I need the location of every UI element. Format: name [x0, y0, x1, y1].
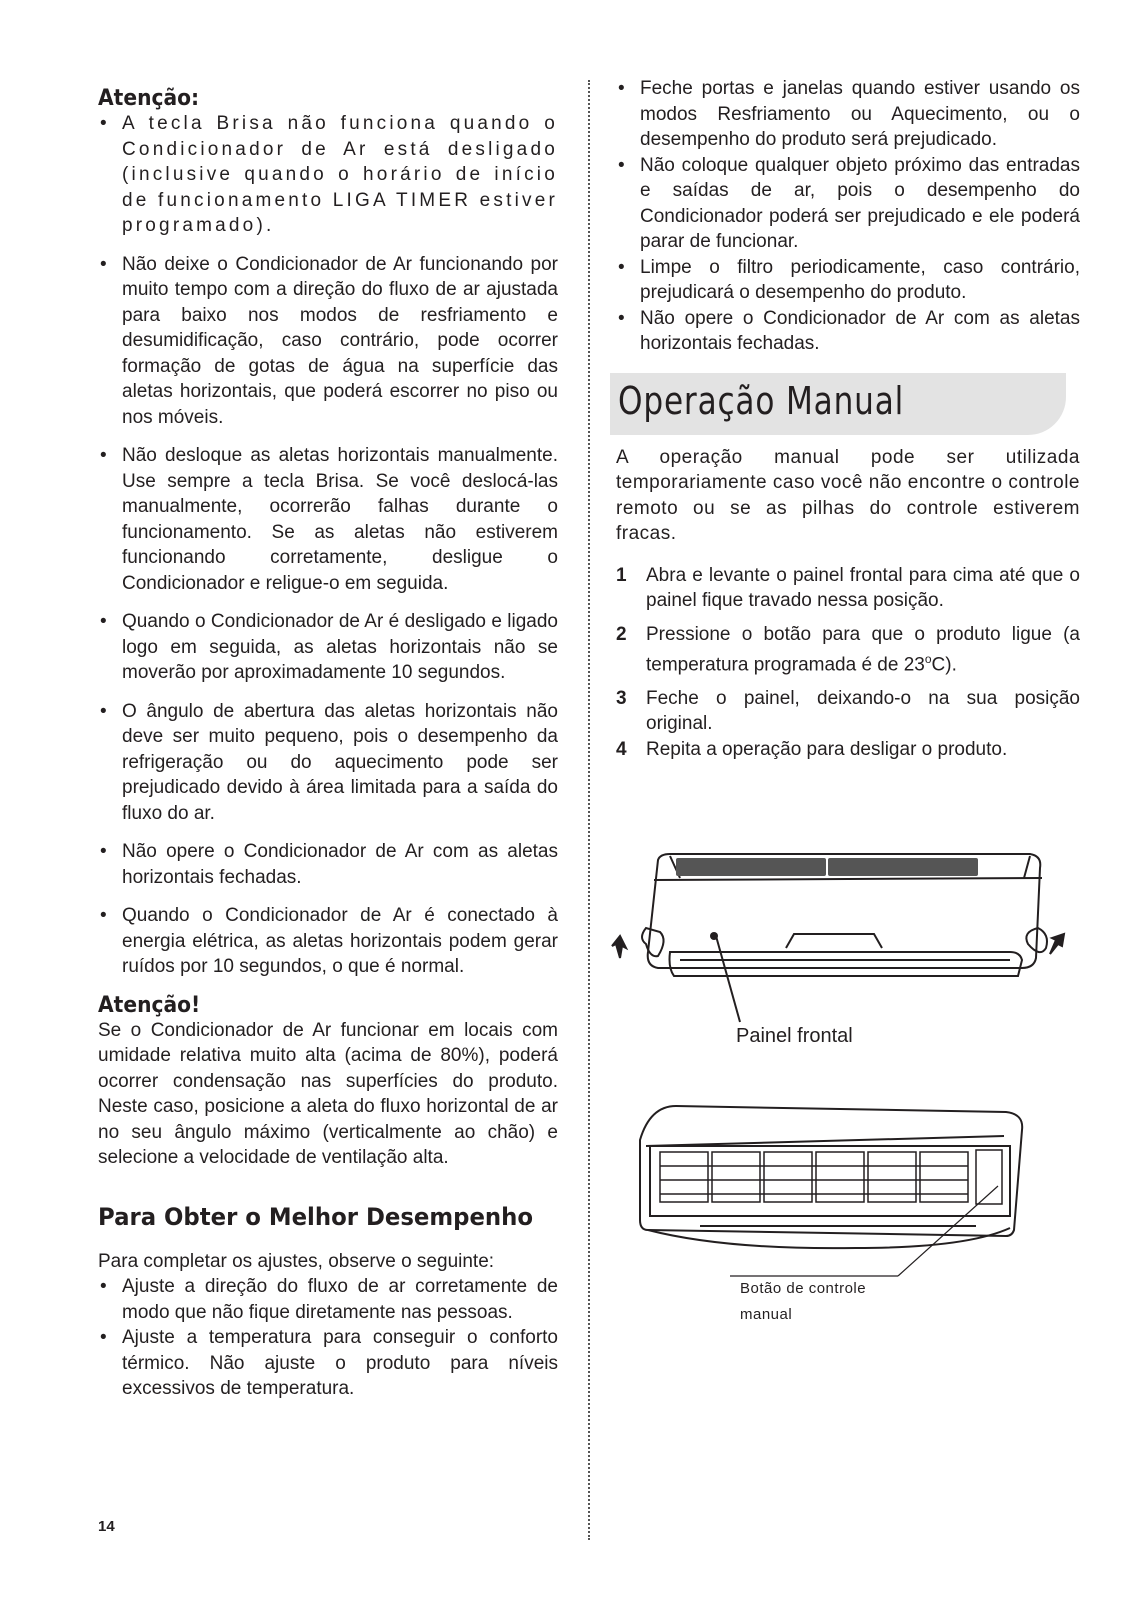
best-performance-heading: Para Obter o Melhor Desempenho — [98, 1202, 534, 1231]
step-item — [616, 686, 1080, 737]
list-item: • A tecla Brisa não funciona quando o Condicionador de Ar está desligado (inclusive quando o horário de início de funcionamento LIGA TIMER estiver programado). — [98, 111, 558, 239]
step-text: Repita a operação para desligar o produto. — [646, 738, 1008, 760]
list-item: • Não opere o Condicionador de Ar com as aletas horizontais fechadas. — [616, 306, 1080, 357]
column-divider — [588, 80, 590, 1540]
attention-heading-1: Atenção: — [98, 86, 200, 111]
attention-paragraph: Se o Condicionador de Ar funcionar em locais com umidade relativa muito alta (acima de 80%), poderá ocorrer condensação nas superfícies do produto. Neste caso, posicione a aleta do fluxo horizontal de ar no seu ângulo máximo (verticalmente ao chão) e selecione a velocidade de ventilação alta. — [98, 1019, 558, 1168]
manual-button-caption-line2: manual — [740, 1306, 793, 1323]
list-item: • Quando o Condicionador de Ar é desligado e ligado logo em seguida, as aletas horizontais não se moverão por aproximadamente 10 segundos. — [98, 609, 558, 686]
page-number: 14 — [98, 1518, 115, 1535]
best-performance-list — [98, 1274, 558, 1402]
step-item — [616, 737, 1080, 763]
step-item — [616, 622, 1080, 678]
list-item: • Ajuste a direção do fluxo de ar corretamente de modo que não fique diretamente nas pessoas. — [98, 1274, 558, 1325]
best-performance-intro: Para completar os ajustes, observe o seguinte: — [98, 1250, 495, 1272]
list-item: • Não deixe o Condicionador de Ar funcionando por muito tempo com a direção do fluxo de ar ajustada para baixo nos modos de resfriamento e desumidificação, caso contrário, pode ocorrer formação de gotas de água na superfície das aletas horizontais, que poderá escorrer no piso ou nos móveis. — [98, 252, 558, 431]
degree-sup: o — [924, 652, 932, 666]
list-item: • Limpe o filtro periodicamente, caso contrário, prejudicará o desempenho do produto. — [616, 255, 1080, 306]
right-column — [616, 76, 1080, 770]
list-item: • Não desloque as aletas horizontais manualmente. Use sempre a tecla Brisa. Se você deslocá-las manualmente, ocorrerão falhas durante o funcionamento. Se as aletas não estiverem funcionando corretamente, desligue o Condicionador e religue-o em seguida. — [98, 443, 558, 596]
left-column — [98, 82, 558, 1402]
step-number: 3 — [616, 687, 627, 709]
step-text: Pressione o botão para que o produto ligue (a temperatura programada é de 23 — [646, 623, 1080, 676]
front-panel-caption: Painel frontal — [736, 1025, 853, 1047]
attention-list-1 — [98, 111, 558, 980]
step-number: 4 — [616, 738, 627, 760]
list-item: • Feche portas e janelas quando estiver usando os modos Resfriamento ou Aquecimento, ou o desempenho do produto será prejudicado. — [616, 76, 1080, 153]
manual-operation-banner — [610, 373, 1066, 435]
best-performance-list-cont — [616, 76, 1080, 357]
ac-unit-open-illustration — [636, 1100, 1036, 1300]
list-item: • Ajuste a temperatura para conseguir o conforto térmico. Não ajuste o produto para níveis excessivos de temperatura. — [98, 1325, 558, 1402]
manual-button-caption-line1: Botão de controle — [740, 1280, 867, 1297]
manual-steps — [616, 563, 1080, 763]
list-item: • Quando o Condicionador de Ar é conectado à energia elétrica, as aletas horizontais podem gerar ruídos por 10 segundos, o que é normal. — [98, 903, 558, 980]
list-item: • Não opere o Condicionador de Ar com as aletas horizontais fechadas. — [98, 839, 558, 890]
step-text: C). — [931, 654, 957, 676]
list-item: • O ângulo de abertura das aletas horizontais não deve ser muito pequeno, pois o desempenho da refrigeração ou do aquecimento pode ser prejudicado devido à área limitada para a saída do fluxo do ar. — [98, 699, 558, 827]
list-item: • Não coloque qualquer objeto próximo das entradas e saídas de ar, pois o desempenho do Condicionador poderá ser prejudicado e ele poderá parar de funcionar. — [616, 153, 1080, 255]
step-number: 1 — [616, 564, 627, 586]
step-number: 2 — [616, 623, 627, 645]
manual-operation-title: Operação Manual — [618, 378, 905, 423]
step-text: Feche o painel, deixando-o na sua posição original. — [646, 687, 1080, 735]
step-text: Abra e levante o painel frontal para cima até que o painel fique travado nessa posição. — [646, 564, 1080, 611]
ac-unit-front-panel-illustration — [610, 848, 1070, 988]
manual-intro: A operação manual pode ser utilizada temporariamente caso você não encontre o controle remoto ou se as pilhas do controle estiverem fracas. — [616, 446, 1080, 544]
attention-heading-2: Atenção! — [98, 992, 201, 1018]
step-item — [616, 563, 1080, 614]
